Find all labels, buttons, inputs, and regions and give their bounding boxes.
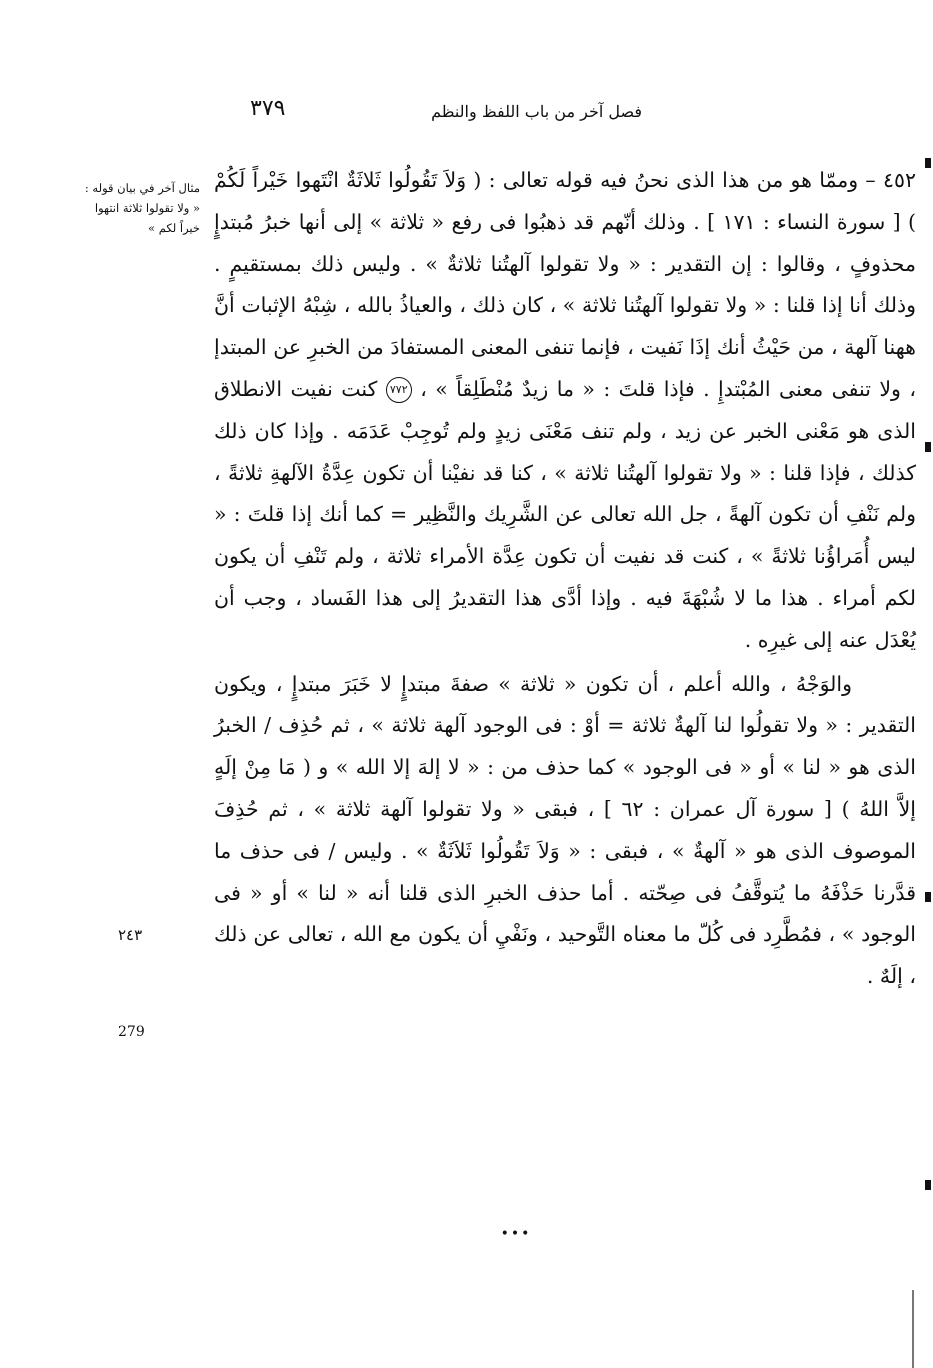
edge-mark	[925, 442, 931, 452]
edge-mark	[925, 892, 931, 902]
page-marker-circle: ٧٧٢	[386, 377, 412, 403]
paragraph-2: والوَجْهُ ، والله أعلم ، أن تكون « ثلاثة » صفةَ مبتدإٍ لا خَبَرَ مبتدإٍ ، ويكون التقدير : « ولا تقولُوا لنا آلهةٌ ثلاثة = أوْ : فى الوجود آلهة ثلاثة » ، ثم حُذِف / الخبرُ الذى هو « لنا » أو « فى الوجود » كما حذف من : « لا إلهَ إلا الله » و ( مَا مِنْ إلَهٍ إلاَّ اللهُ ) [ سورة آل عمران : ٦٢ ] ، فبقى « ولا تقولوا آلهة ثلاثة » ، ثم حُذِفَ الموصوف الذى هو « آلهةٌ » ، فبقى : « وَلاَ تَقُولُوا ثَلاَثَةٌ » . وليس / فى حذف ما قدَّرنا حَذْفَهُ ما يُتوقَّفُ فى صِحّته . أما حذف الخبرِ الذى قلنا أنه « لنا » أو « فى الوجود » ، فمُطَّرِد فى كُلّ ما معناه التَّوحيد ، ونَفْيِ أن يكون مع الله ، تعالى عن ذلك ، إلَهٌ .	[214, 671, 916, 989]
edge-mark	[925, 1180, 931, 1190]
paragraph-452	[214, 160, 916, 662]
running-title: فصل آخر من باب اللفظ والنظم	[431, 102, 642, 121]
section-end-mark: •••	[500, 1226, 532, 1242]
edge-mark	[925, 158, 931, 168]
gutter-line	[912, 1290, 914, 1368]
main-text	[214, 160, 916, 998]
side-note: مثال آخر في بيان قوله : « ولا تقولوا ثلاثة انتهوا خيراً لكم »	[84, 181, 200, 235]
paragraph-452-part-2: كنت نفيت الانطلاق الذى هو مَعْنى الخبر عن زيد ، ولم تنف مَعْنَى زيدٍ ولم تُوجِبْ عَدَمَه . وإذا كان ذلك كذلك ، فإذا قلنا : « ولا تقولوا آلهتُنا ثلاثة » ، كنا قد نفيْنا أن تكون عِدَّةُ الآلهةِ ثلاثةً ، ولم نَنْفِ أن تكون آلهةً ، جل الله تعالى عن الشَّرِيك والنَّظِير = كما أنك إذا قلتَ : « ليس أُمَراؤُنا ثلاثةً » ، كنت قد نفيت أن تكون عِدَّة الأمراء ثلاثة ، ولم تَنْفِ أن يكون لكم أمراء . هذا ما لا شُبْهَةَ فيه . وإذا أدَّى هذا التقديرُ إلى هذا الفَساد ، وجب أن يُعْدَل عنه إلى غيرِه .	[214, 376, 916, 652]
paragraph-452-part-1: ٤٥٢ – وممّا هو من هذا الذى نحنُ فيه قوله تعالى : ( وَلاَ تَقُولُوا ثَلاثَةٌ انْتَهوا خَيْراً لَكُمْ ) [ سورة النساء : ١٧١ ] . وذلك أنّهم قد ذهبُوا فى رفع « ثلاثة » إلى أنها خبرُ مُبتدإٍ محذوفٍ ، وقالوا : إن التقدير : « ولا تقولوا آلهتُنا ثلاثةٌ » . وليس ذلك بمستقيمٍ . وذلك أنا إذا قلنا : « ولا تقولوا آلهتُنا ثلاثة » ، كان ذلك ، والعياذُ بالله ، شِبْهُ الإثبات أنَّ ههنا آلهة ، من حَيْثُ أنك إذَا نَفيت ، فإنما تنفى المعنى المستفادَ من الخبرِ عن المبتدإ ، ولا تنفى معنى المُبْتدإِ . فإذا قلتَ : « ما زيدٌ مُنْطَلِقاً » ،	[214, 168, 916, 401]
margin-reference-243: ٢٤٣	[118, 926, 143, 944]
page-number: ٣٧٩	[250, 96, 286, 121]
margin-reference-279: 279	[118, 1024, 145, 1040]
